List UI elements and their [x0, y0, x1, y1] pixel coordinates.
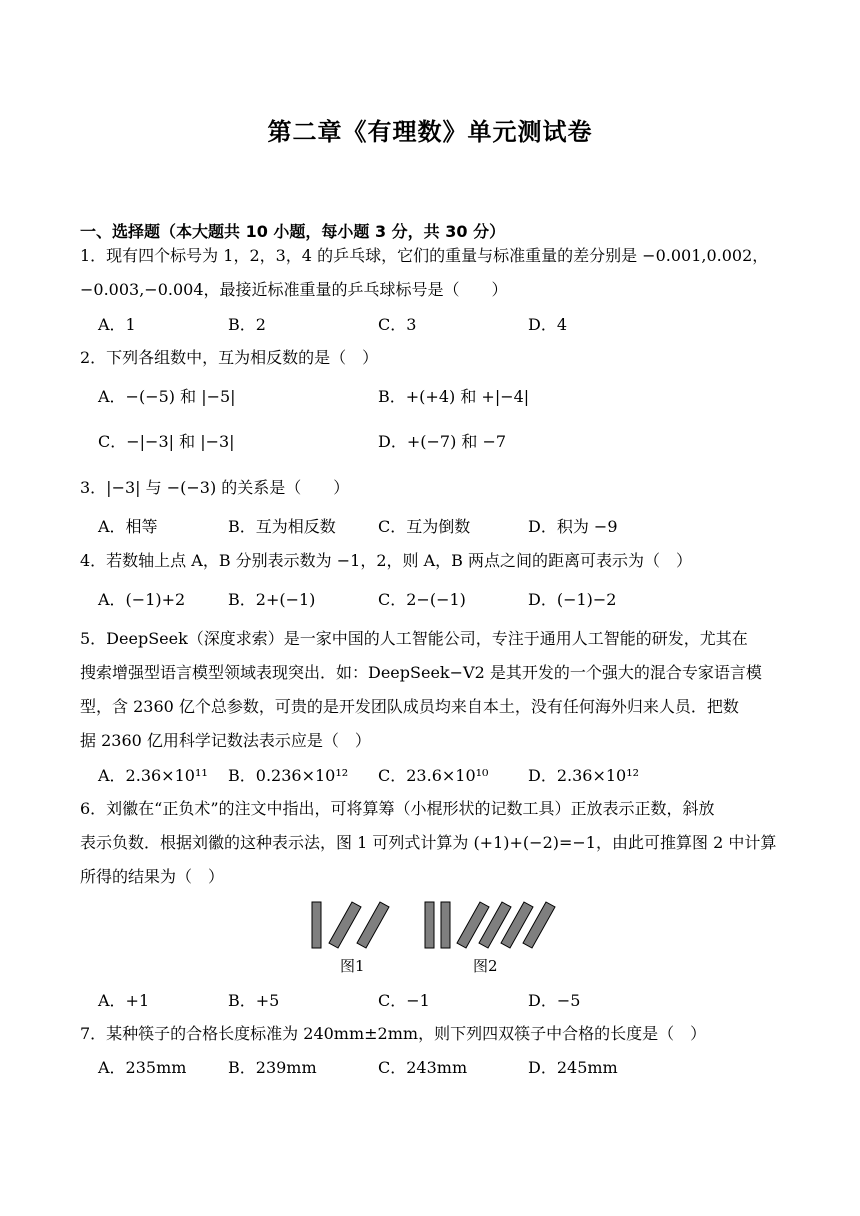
q3-option-a: A．相等	[98, 517, 158, 536]
q5-line1: 5．DeepSeek（深度求索）是一家中国的人工智能公司，专注于通用人工智能的研发，尤其在	[80, 629, 748, 648]
q6-line2: 表示负数．根据刘徽的这种表示法，图 1 可列式计算为 (+1)+(−2)=−1，由此可推算图 2 中计算	[80, 833, 777, 852]
q1-option-a: A．1	[98, 315, 136, 334]
q5-line3: 型，含 2360 亿个总参数，可贵的是开发团队成员均来自本土，没有任何海外归来人员．把数	[80, 697, 739, 716]
counting-rods-figure	[300, 898, 560, 978]
q6-option-b: B．+5	[228, 991, 280, 1010]
q6-line1: 6．刘徽在“正负术”的注文中指出，可将算筹（小棍形状的记数工具）正放表示正数，斜放	[80, 799, 715, 818]
q4-stem: 4．若数轴上点 A，B 分别表示数为 −1，2，则 A，B 两点之间的距离可表示为（ ）	[80, 551, 693, 570]
q5-option-c: C．23.6×10¹⁰	[378, 766, 489, 785]
q3-option-d: D．积为 −9	[528, 517, 618, 536]
fig1-upright-rod	[312, 902, 321, 948]
q1-option-b: B．2	[228, 315, 266, 334]
fig1-slanted-rod-1	[329, 902, 361, 948]
q2-stem: 2．下列各组数中，互为相反数的是（ ）	[80, 348, 379, 367]
page-title: 第二章《有理数》单元测试卷	[267, 118, 593, 146]
q2-option-b: B．+(+4) 和 +|−4|	[378, 387, 530, 406]
figure-1-label: 图1	[340, 957, 365, 975]
q4-option-b: B．2+(−1)	[228, 590, 316, 609]
q5-line4: 据 2360 亿用科学记数法表示应是（ ）	[80, 731, 371, 750]
q1-option-d: D．4	[528, 315, 568, 334]
q5-option-a: A．2.36×10¹¹	[98, 766, 208, 785]
q2-option-c: C．−|−3| 和 |−3|	[98, 432, 235, 451]
q6-option-d: D．−5	[528, 991, 581, 1010]
fig2-upright-rod-1	[425, 902, 434, 948]
q2-option-a: A．−(−5) 和 |−5|	[98, 387, 236, 406]
q6-option-a: A．+1	[98, 991, 150, 1010]
fig1-slanted-rod-2	[357, 902, 389, 948]
q4-option-d: D．(−1)−2	[528, 590, 617, 609]
q7-stem: 7．某种筷子的合格长度标准为 240mm±2mm，则下列四双筷子中合格的长度是（ ）	[80, 1024, 707, 1043]
q3-stem: 3．|−3| 与 −(−3) 的关系是（ ）	[80, 478, 350, 497]
q7-option-d: D．245mm	[528, 1058, 618, 1077]
q5-option-b: B．0.236×10¹²	[228, 766, 349, 785]
q6-line3: 所得的结果为（ ）	[80, 867, 225, 886]
q4-option-c: C．2−(−1)	[378, 590, 466, 609]
q4-option-a: A．(−1)+2	[98, 590, 186, 609]
q1-line1: 1．现有四个标号为 1，2，3，4 的乒乓球，它们的重量与标准重量的差分别是 −0.001,0.002，	[80, 246, 769, 265]
q6-option-c: C．−1	[378, 991, 430, 1010]
q7-option-b: B．239mm	[228, 1058, 317, 1077]
q7-option-a: A．235mm	[98, 1058, 187, 1077]
q7-option-c: C．243mm	[378, 1058, 468, 1077]
fig2-upright-rod-2	[441, 902, 450, 948]
figure-2-label: 图2	[473, 957, 498, 975]
q3-option-b: B．互为相反数	[228, 517, 336, 536]
q2-option-d: D．+(−7) 和 −7	[378, 432, 507, 451]
q3-option-c: C．互为倒数	[378, 517, 471, 536]
q5-option-d: D．2.36×10¹²	[528, 766, 640, 785]
section-heading: 一、选择题（本大题共 10 小题，每小题 3 分，共 30 分）	[80, 222, 506, 241]
q1-option-c: C．3	[378, 315, 417, 334]
q1-line2: −0.003,−0.004，最接近标准重量的乒乓球标号是（ ）	[80, 280, 508, 299]
q5-line2: 搜索增强型语言模型领域表现突出．如：DeepSeek−V2 是其开发的一个强大的混合专家语言模	[80, 663, 762, 682]
